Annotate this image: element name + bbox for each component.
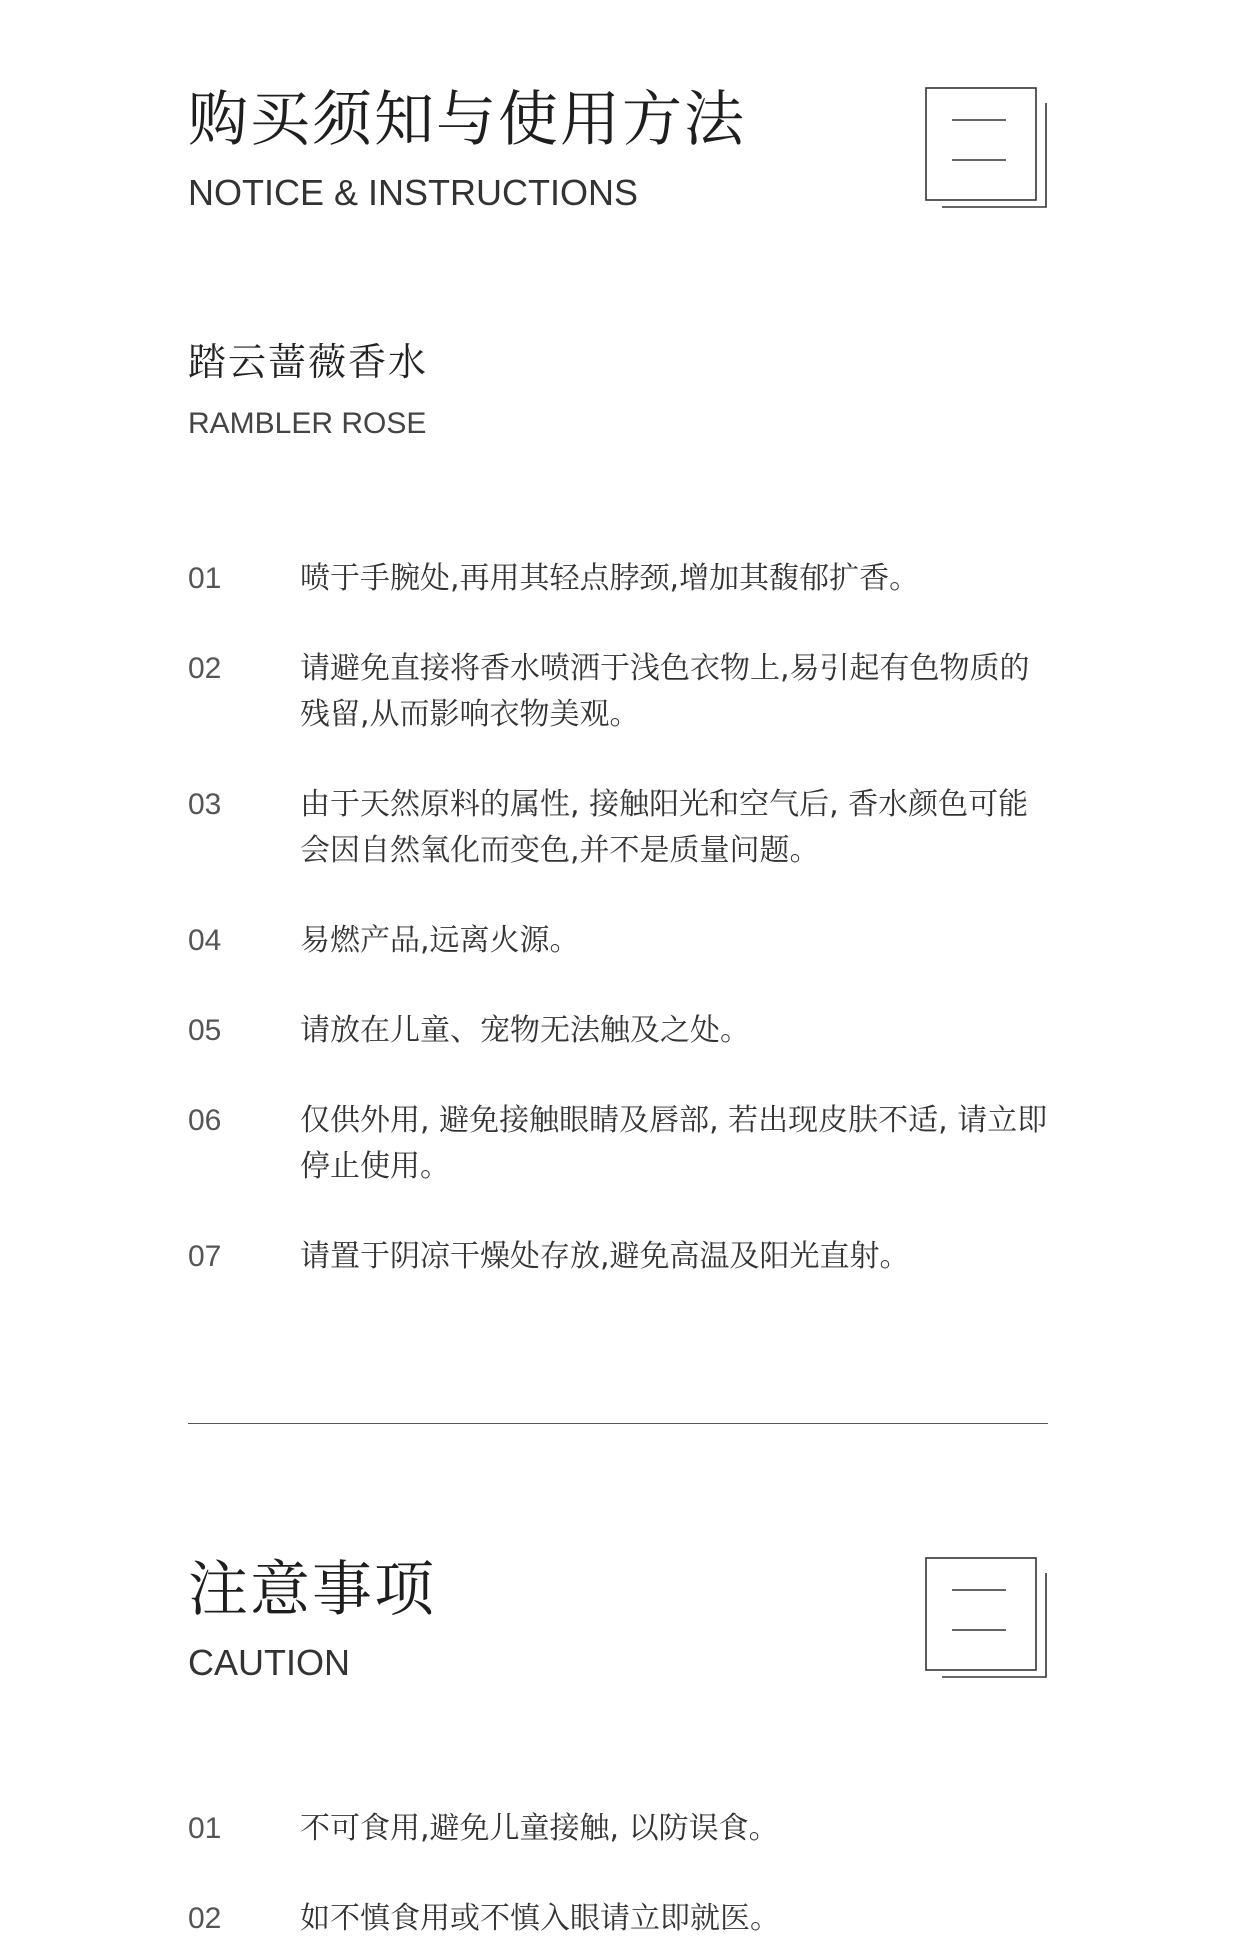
product-name-cn: 踏云蔷薇香水	[188, 340, 429, 384]
list-item	[188, 1234, 1048, 1280]
item-text: 请放在儿童、宠物无法触及之处。	[300, 1013, 750, 1048]
item-number: 01	[188, 1812, 222, 1845]
product-heading	[188, 340, 429, 441]
item-text: 请置于阴凉干燥处存放,避免高温及阳光直射。	[300, 1239, 910, 1274]
caution-title-cn: 注意事项	[188, 1555, 436, 1625]
section-divider	[188, 1423, 1048, 1424]
item-number: 04	[188, 924, 222, 957]
item-number: 02	[188, 1902, 222, 1935]
list-item	[188, 1896, 1048, 1942]
item-number: 02	[188, 652, 222, 685]
list-item	[188, 918, 1048, 964]
item-text: 由于天然原料的属性, 接触阳光和空气后, 香水颜色可能会因自然氧化而变色,并不是质量问题。	[300, 787, 1029, 868]
caution-heading	[188, 1555, 436, 1684]
item-number: 03	[188, 788, 222, 821]
item-text: 易燃产品,远离火源。	[300, 923, 580, 958]
list-item	[188, 556, 1048, 602]
list-item	[188, 1806, 1048, 1852]
item-text: 喷于手腕处,再用其轻点脖颈,增加其馥郁扩香。	[300, 561, 920, 596]
instructions-list	[188, 556, 1048, 1280]
notice-title-cn: 购买须知与使用方法	[188, 85, 746, 155]
product-name-en: RAMBLER ROSE	[188, 407, 427, 440]
item-text: 请避免直接将香水喷洒于浅色衣物上,易引起有色物质的残留,从而影响衣物美观。	[300, 651, 1030, 732]
notice-heading	[188, 85, 746, 214]
document-icon	[924, 1556, 1048, 1680]
item-text: 如不慎食用或不慎入眼请立即就医。	[300, 1901, 780, 1936]
item-text: 仅供外用, 避免接触眼睛及唇部, 若出现皮肤不适, 请立即停止使用。	[300, 1103, 1048, 1184]
document-icon	[924, 86, 1048, 210]
notice-title-en: NOTICE & INSTRUCTIONS	[188, 172, 639, 213]
caution-title-en: CAUTION	[188, 1642, 350, 1683]
caution-list	[188, 1806, 1048, 1942]
item-number: 05	[188, 1014, 222, 1047]
item-text: 不可食用,避免儿童接触, 以防误食。	[300, 1811, 779, 1846]
list-item	[188, 646, 1048, 738]
item-number: 06	[188, 1104, 222, 1137]
list-item	[188, 782, 1048, 874]
list-item	[188, 1008, 1048, 1054]
list-item	[188, 1098, 1048, 1190]
item-number: 01	[188, 562, 222, 595]
item-number: 07	[188, 1240, 222, 1273]
